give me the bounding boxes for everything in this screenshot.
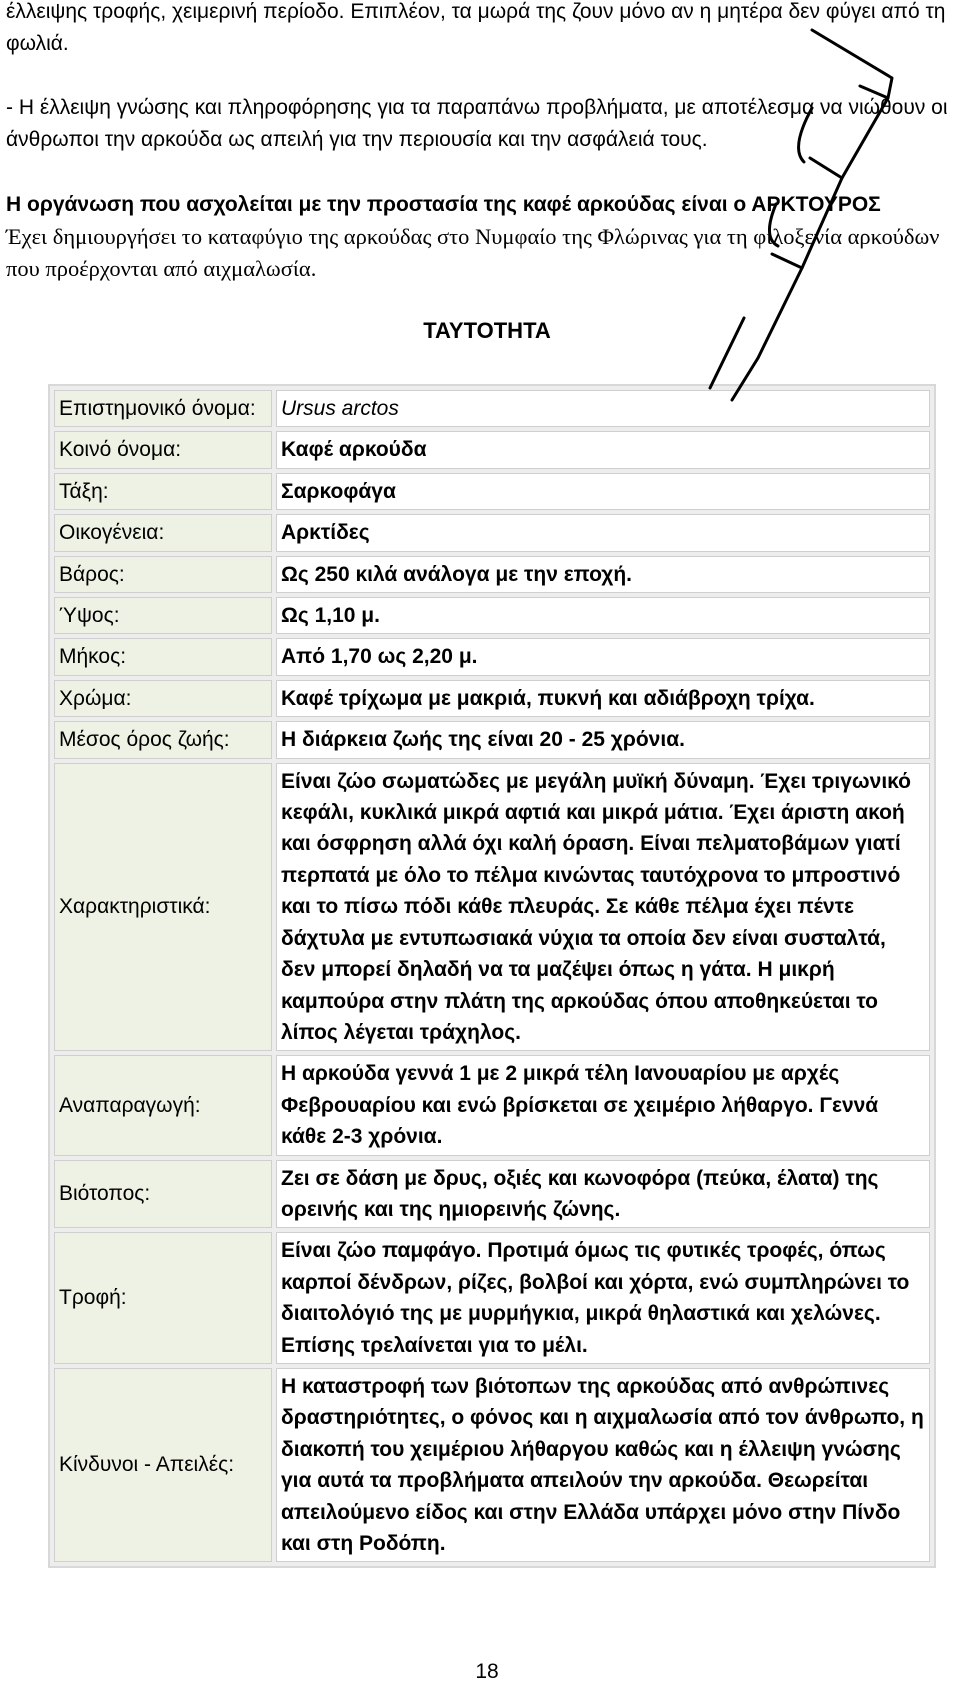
row-value: Ζει σε δάση με δρυς, οξιές και κωνοφόρα (πεύκα, έλατα) της ορεινής και της ημιορεινής ζώνης.: [276, 1160, 930, 1229]
row-value: Η αρκούδα γεννά 1 με 2 μικρά τέλη Ιανουαρίου με αρχές Φεβρουαρίου και ενώ βρίσκεται σε χειμέριο λήθαργο. Γεννά κάθε 2-3 χρόνια.: [276, 1055, 930, 1155]
row-value: Ως 1,10 μ.: [276, 597, 930, 634]
row-value: Η καταστροφή των βιότοπων της αρκούδας από ανθρώπινες δραστηριότητες, ο φόνος και η αιχμαλωσία από τον άνθρωπο, η διακοπή του χειμέριου λήθαργου καθώς και η έλλειψη γνώσης για αυτά τα προβλήματα απειλούν την αρκούδα. Θεωρείται απειλούμενο είδος και στην Ελλάδα υπάρχει μόνο στην Πίνδο και στη Ροδόπη.: [276, 1368, 930, 1562]
organization-heading: Η οργάνωση που ασχολείται με την προστασία της καφέ αρκούδας είναι ο ΑΡΚΤΟΥΡΟΣ: [6, 193, 881, 216]
row-value: Είναι ζώο παμφάγο. Προτιμά όμως τις φυτικές τροφές, όπως καρποί δένδρων, ρίζες, βολβοί και χόρτα, ενώ συμπληρώνει το διαιτολόγιό της με μυρμήγκια, μικρά θηλαστικά και χελώνες. Επίσης τρελαίνεται για το μέλι.: [276, 1232, 930, 1364]
row-value: Η διάρκεια ζωής της είναι 20 - 25 χρόνια.: [276, 721, 930, 758]
row-label: Χαρακτηριστικά:: [54, 763, 272, 1052]
table-row: [54, 597, 930, 634]
row-value: Είναι ζώο σωματώδες με μεγάλη μυϊκή δύναμη. Έχει τριγωνικό κεφάλι, κυκλικά μικρά αφτιά και μικρά μάτια. Έχει άριστη ακοή και όσφρηση αλλά όχι καλή όραση. Είναι πελματοβάμων γιατί περπατά με όλο το πέλμα κινώντας ταυτόχρονα το μπροστινό και το πίσω πόδι κάθε πλευράς. Σε κάθε πέλμα έχει πέντε δάχτυλα με εντυπωσιακά νύχια τα οποία δεν είναι συσταλτά, δεν μπορεί δηλαδή να τα μαζέψει όπως η γάτα. Η μικρή καμπούρα στην πλάτη της αρκούδας όπου αποθηκεύεται το λίπος λέγεται τράχηλος.: [276, 763, 930, 1052]
row-label: Οικογένεια:: [54, 514, 272, 551]
row-label: Χρώμα:: [54, 680, 272, 717]
page-number: 18: [475, 1660, 499, 1683]
row-label: Τροφή:: [54, 1232, 272, 1364]
table-row: [54, 514, 930, 551]
table-row: [54, 390, 930, 427]
table-row: [54, 1368, 930, 1562]
row-value: Καφέ αρκούδα: [276, 431, 930, 468]
table-row: [54, 556, 930, 593]
row-value: Από 1,70 ως 2,20 μ.: [276, 638, 930, 675]
row-label: Μήκος:: [54, 638, 272, 675]
row-label: Τάξη:: [54, 473, 272, 510]
identity-table: [48, 384, 936, 1568]
table-row: [54, 1232, 930, 1364]
row-label: Κοινό όνομα:: [54, 431, 272, 468]
row-value: Καφέ τρίχωμα με μακριά, πυκνή και αδιάβροχη τρίχα.: [276, 680, 930, 717]
table-row: [54, 1055, 930, 1155]
row-label: Ύψος:: [54, 597, 272, 634]
paragraph-shelter: Έχει δημιουργήσει το καταφύγιο της αρκούδας στο Νυμφαίο της Φλώρινας για τη φιλοξενία αρκούδων που προέρχονται από αιχμαλωσία.: [6, 224, 940, 281]
paragraph-food-shortage: έλλειψης τροφής, χειμερινή περίοδο. Επιπλέον, τα μωρά της ζουν μόνο αν η μητέρα δεν φύγει από τη φωλιά.: [6, 0, 946, 55]
row-value: Ursus arctos: [276, 390, 930, 427]
paragraph-lack-of-awareness: - Η έλλειψη γνώσης και πληροφόρησης για τα παραπάνω προβλήματα, με αποτέλεσμα να νιώθουν οι άνθρωποι την αρκούδα ως απειλή για την περιουσία και την ασφάλειά τους.: [6, 96, 948, 151]
row-value: Ως 250 κιλά ανάλογα με την εποχή.: [276, 556, 930, 593]
row-label: Κίνδυνοι - Απειλές:: [54, 1368, 272, 1562]
table-row: [54, 680, 930, 717]
table-row: [54, 1160, 930, 1229]
table-row: [54, 721, 930, 758]
row-value: Αρκτίδες: [276, 514, 930, 551]
row-label: Βιότοπος:: [54, 1160, 272, 1229]
table-row: [54, 431, 930, 468]
identity-title: ΤΑΥΤΟΤΗΤΑ: [423, 318, 551, 343]
table-row: [54, 638, 930, 675]
row-label: Μέσος όρος ζωής:: [54, 721, 272, 758]
table-row: [54, 763, 930, 1052]
table-row: [54, 473, 930, 510]
row-label: Επιστημονικό όνομα:: [54, 390, 272, 427]
row-label: Βάρος:: [54, 556, 272, 593]
row-label: Αναπαραγωγή:: [54, 1055, 272, 1155]
row-value: Σαρκοφάγα: [276, 473, 930, 510]
